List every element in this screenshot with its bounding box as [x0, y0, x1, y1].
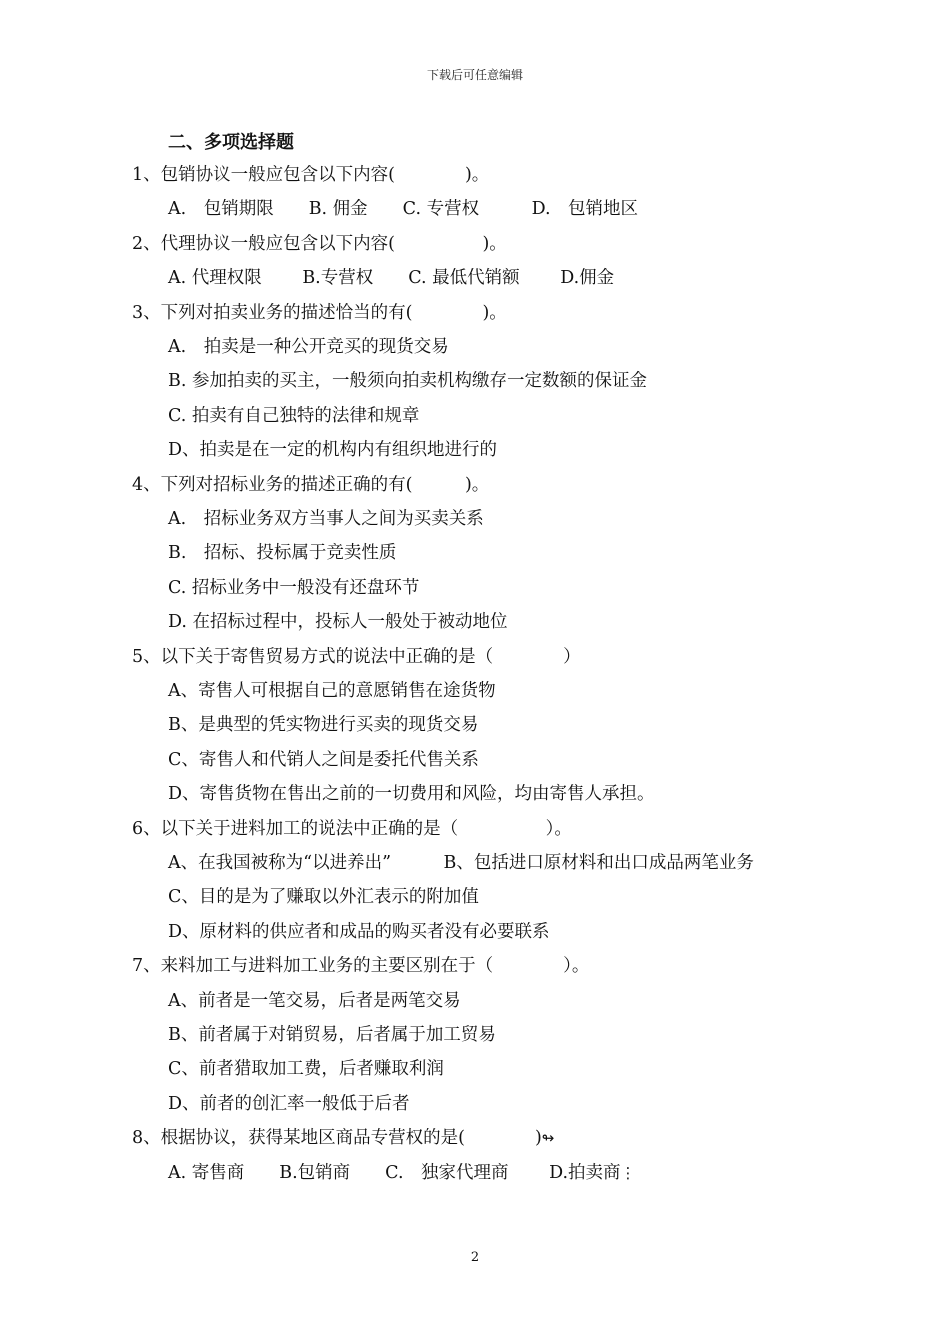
question-line — [132, 1127, 554, 1149]
option-line — [168, 749, 479, 771]
line-text: C、目的是为了赚取以外汇表示的附加值 — [168, 887, 479, 908]
option-line — [168, 611, 508, 633]
line-text: 3、下列对拍卖业务的描述恰当的有( )。 — [132, 302, 507, 323]
option-line — [168, 439, 497, 461]
line-text: D、前者的创汇率一般低于后者 — [168, 1093, 410, 1114]
section-title: 二、多项选择题 — [168, 132, 294, 153]
option-line — [168, 921, 550, 943]
option-line — [168, 852, 754, 874]
option-line — [168, 680, 496, 702]
line-text: A. 拍卖是一种公开竞买的现货交易 — [168, 337, 449, 357]
stray-mark-icon: ⋮ — [620, 1163, 636, 1182]
line-text: D、寄售货物在售出之前的一切费用和风险，均由寄售人承担。 — [168, 784, 655, 805]
page-header: 下载后可任意编辑 — [426, 68, 523, 82]
option-line — [168, 405, 419, 427]
option-line — [168, 990, 461, 1012]
line-text: B. 招标、投标属于竞卖性质 — [168, 543, 397, 564]
option-line — [168, 267, 614, 289]
option-line — [168, 783, 655, 805]
option-line — [168, 542, 396, 564]
line-text: A. 代理权限 B.专营权 C. 最低代销额 D.佣金 — [168, 268, 615, 289]
line-text: 7、来料加工与进料加工业务的主要区别在于（ ）。 — [132, 956, 590, 977]
page-number: 2 — [470, 1250, 480, 1265]
line-text: A、寄售人可根据自己的意愿销售在途货物 — [168, 681, 496, 701]
line-text: A、前者是一笔交易，后者是两笔交易 — [168, 990, 461, 1011]
line-text: 6、以下关于进料加工的说法中正确的是（ ）。 — [132, 818, 572, 839]
line-text: A、在我国被称为“以进养出” B、包括进口原材料和出口成品两笔业务 — [168, 853, 754, 873]
line-text: 4、下列对招标业务的描述正确的有( )。 — [132, 474, 490, 495]
line-text: A. 包销期限 B. 佣金 C. 专营权 D. 包销地区 — [168, 199, 639, 220]
option-line — [168, 1058, 444, 1080]
line-text: 5、以下关于寄售贸易方式的说法中正确的是（ ） — [132, 646, 581, 667]
line-text: D、拍卖是在一定的机构内有组织地进行的 — [168, 440, 498, 461]
line-text: A. 招标业务双方当事人之间为买卖关系 — [168, 509, 484, 529]
option-line — [168, 1093, 410, 1115]
line-text: A. 寄售商 B.包销商 C. 独家代理商 D.拍卖商 — [168, 1162, 621, 1183]
option-line — [168, 198, 638, 220]
line-text: D、原材料的供应者和成品的购买者没有必要联系 — [168, 921, 550, 942]
question-line — [132, 302, 507, 324]
line-text: 8、根据协议，获得某地区商品专营权的是( ) — [132, 1128, 542, 1149]
option-line — [168, 1162, 636, 1184]
line-text: B、是典型的凭实物进行买卖的现货交易 — [168, 715, 479, 736]
question-line — [132, 164, 489, 186]
question-line — [132, 646, 581, 668]
option-line — [168, 370, 647, 392]
option-line — [168, 508, 484, 530]
option-line — [168, 577, 419, 599]
option-line — [168, 886, 479, 908]
line-text: C. 招标业务中一般没有还盘环节 — [168, 577, 420, 598]
line-text: 2、代理协议一般应包含以下内容( )。 — [132, 233, 507, 254]
question-line — [132, 818, 572, 840]
line-text: C、前者猎取加工费，后者赚取利润 — [168, 1059, 444, 1080]
option-line — [168, 1024, 496, 1046]
question-line — [132, 955, 589, 977]
line-text: C、寄售人和代销人之间是委托代售关系 — [168, 749, 479, 770]
option-line — [168, 714, 478, 736]
line-text: 1、包销协议一般应包含以下内容( )。 — [132, 165, 490, 185]
option-line — [168, 336, 449, 358]
question-line — [132, 233, 507, 255]
line-text: B、前者属于对销贸易，后者属于加工贸易 — [168, 1025, 496, 1045]
question-line — [132, 474, 489, 496]
line-text: C. 拍卖有自己独特的法律和规章 — [168, 405, 420, 426]
stray-mark-icon: ↬ — [541, 1129, 555, 1148]
line-text: D. 在招标过程中，投标人一般处于被动地位 — [168, 612, 508, 633]
line-text: B. 参加拍卖的买主，一般须向拍卖机构缴存一定数额的保证金 — [168, 371, 647, 392]
